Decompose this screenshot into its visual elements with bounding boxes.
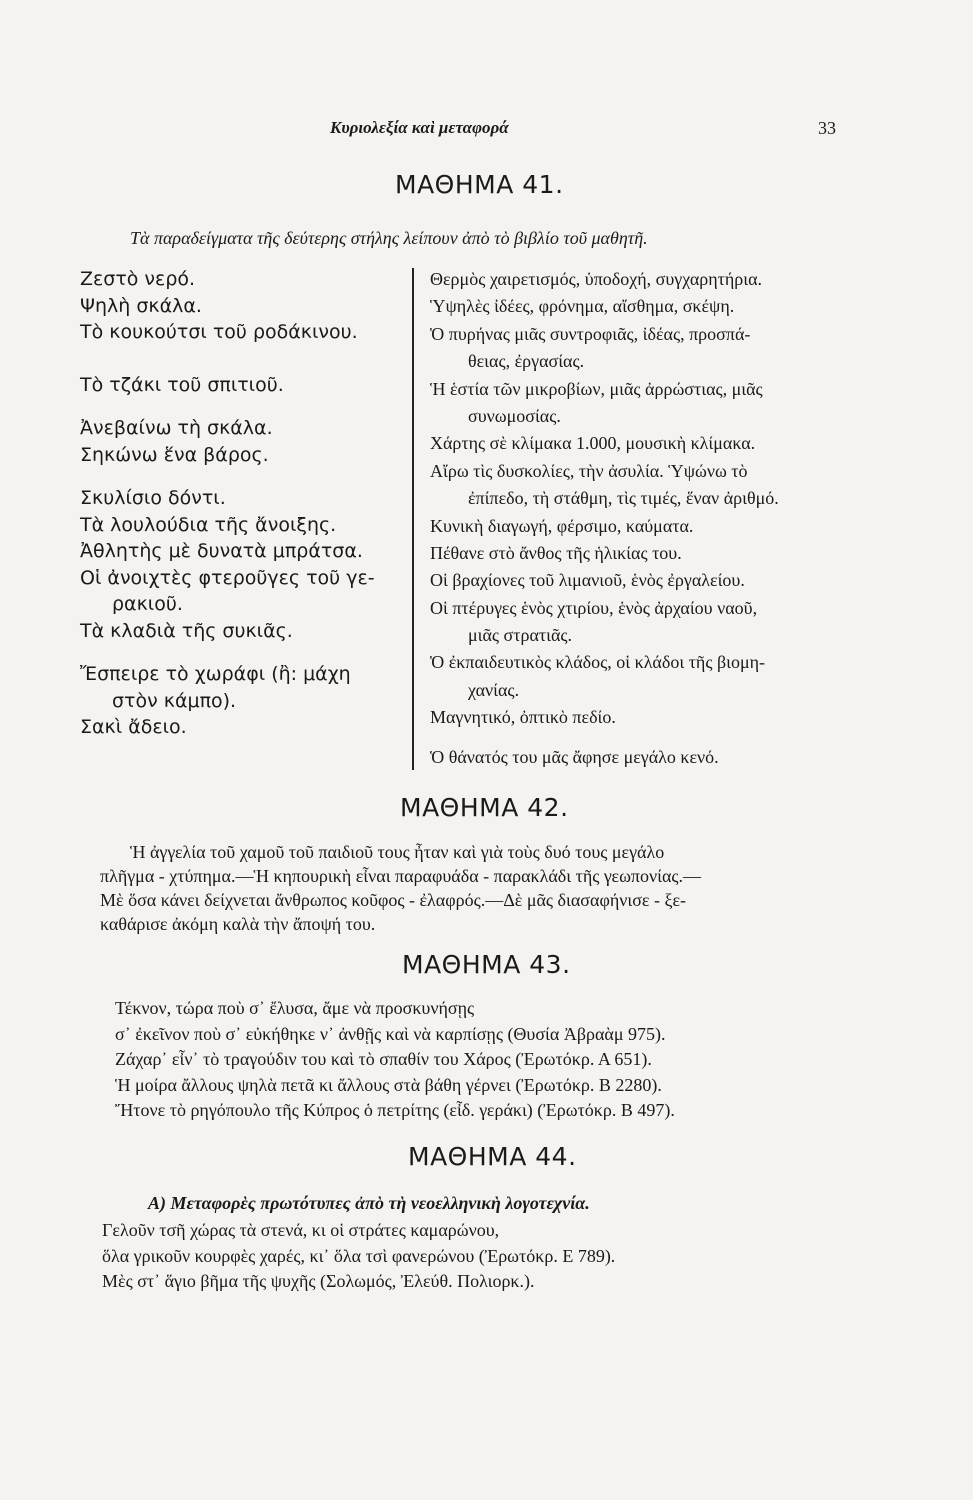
- literal-line: Τὸ τζάκι τοῦ σπιτιοῦ.: [80, 373, 284, 396]
- literal-line: Ψηλὴ σκάλα.: [80, 294, 202, 317]
- text-line: Ἡ ἀγγελία τοῦ χαμοῦ τοῦ παιδιοῦ τους ἦταν καὶ γιὰ τοὺς δυό τους μεγάλο: [130, 842, 665, 862]
- column-divider: [412, 268, 414, 770]
- literal-line: Ἀνεβαίνω τὴ σκάλα.: [80, 417, 273, 439]
- lesson-42-title: ΜΑΘΗΜΑ 42.: [400, 793, 569, 822]
- figurative-line: Ὁ θάνατός του μᾶς ἄφησε μεγάλο κενό.: [430, 746, 719, 767]
- verse-line: Γελοῦν τσῆ χώρας τὰ στενά, κι οἱ στράτες καμαρώνου,: [102, 1220, 500, 1240]
- figurative-line: Θερμὸς χαιρετισμός, ὑποδοχή, συγχαρητήρια.: [430, 269, 763, 289]
- literal-line: Ἔσπειρε τὸ χωράφι (ἢ: μάχη: [80, 663, 351, 685]
- figurative-line: Ὁ πυρήνας μιᾶς συντροφιᾶς, ἰδέας, προσπά-: [430, 323, 751, 344]
- figurative-column: [430, 266, 850, 771]
- figurative-line: Ἡ ἑστία τῶν μικροβίων, μιᾶς ἀρρώστιας, μιᾶς: [430, 378, 763, 399]
- literal-line: Τὰ λουλούδια τῆς ἄνοιξης.: [80, 513, 337, 536]
- verse-line: σ᾽ ἐκεῖνον ποὺ σ᾽ εὐκήθηκε ν᾽ ἀνθῇς καὶ νὰ καρπίσῃς (Θυσία Ἀβραὰμ 975).: [115, 1023, 666, 1044]
- literal-line: Τὰ κλαδιὰ τῆς συκιᾶς.: [80, 619, 293, 642]
- lesson-42-text: [100, 840, 701, 936]
- text-line: καθάρισε ἀκόμη καλὰ τὴν ἄποψή του.: [100, 914, 376, 934]
- figurative-line: Ὑψηλὲς ἰδέες, φρόνημα, αἴσθημα, σκέψη.: [430, 296, 735, 317]
- figurative-line: θειας, ἐργασίας.: [468, 351, 585, 372]
- figurative-line: μιᾶς στρατιᾶς.: [468, 625, 573, 646]
- lesson-41-intro: Τὰ παραδείγματα τῆς δεύτερης στήλης λείπουν ἀπὸ τὸ βιβλίο τοῦ μαθητῆ.: [130, 228, 648, 248]
- literal-line: Τὸ κουκούτσι τοῦ ροδάκινου.: [80, 321, 358, 343]
- literal-line: Σηκώνω ἕνα βάρος.: [80, 443, 269, 466]
- literal-line: ρακιοῦ.: [112, 593, 183, 615]
- figurative-line: Οἱ βραχίονες τοῦ λιμανιοῦ, ἑνὸς ἐργαλείου.: [430, 570, 745, 591]
- verse-line: Τέκνον, τώρα ποὺ σ᾽ ἔλυσα, ἄμε νὰ προσκυνήσῃς: [115, 998, 475, 1018]
- lesson-44-subheading: Α) Μεταφορὲς πρωτότυπες ἀπὸ τὴ νεοελληνικὴ λογοτεχνία.: [148, 1193, 590, 1213]
- lesson-41-title: ΜΑΘΗΜΑ 41.: [395, 170, 564, 199]
- lesson-43-title: ΜΑΘΗΜΑ 43.: [402, 950, 571, 979]
- lesson-44-title: ΜΑΘΗΜΑ 44.: [408, 1142, 577, 1171]
- figurative-line: ἐπίπεδο, τὴ στάθμη, τὶς τιμές, ἕναν ἀριθμό.: [468, 488, 779, 509]
- verse-line: Μὲς στ᾽ ἅγιο βῆμα τῆς ψυχῆς (Σολωμός, Ἐλεύθ. Πολιορκ.).: [102, 1271, 535, 1291]
- figurative-line: Κυνικὴ διαγωγή, φέρσιμο, καύματα.: [430, 515, 694, 536]
- lesson-43-verses: [115, 996, 675, 1124]
- figurative-line: Μαγνητικό, ὀπτικὸ πεδίο.: [430, 707, 616, 728]
- figurative-line: συνωμοσίας.: [468, 405, 561, 426]
- running-header: Κυριολεξία καὶ μεταφορά: [330, 118, 509, 137]
- text-line: Μὲ ὅσα κάνει δείχνεται ἄνθρωπος κοῦφος - ἐλαφρός.—Δὲ μᾶς διασαφήνισε - ξε-: [100, 890, 687, 910]
- figurative-line: χανίας.: [468, 679, 520, 700]
- page-number: 33: [818, 118, 836, 138]
- verse-line: Ζάχαρ᾽ εἶν᾽ τὸ τραγούδιν του καὶ τὸ σπαθίν του Χάρος (Ἐρωτόκρ. Α 651).: [115, 1049, 652, 1069]
- literal-line: Ζεστὸ νερό.: [80, 268, 196, 290]
- figurative-line: Πέθανε στὸ ἄνθος τῆς ἡλικίας του.: [430, 542, 682, 563]
- verse-line: ὅλα γρικοῦν κουρφὲς χαρές, κι᾽ ὅλα τσὶ φανερώνου (Ἐρωτόκρ. Ε 789).: [102, 1245, 616, 1266]
- figurative-line: Αἴρω τὶς δυσκολίες, τὴν ἀσυλία. Ὑψώνω τὸ: [430, 460, 748, 481]
- literal-line: Οἱ ἀνοιχτὲς φτεροῦγες τοῦ γε-: [80, 566, 375, 589]
- literal-line: στὸν κάμπο).: [112, 689, 237, 712]
- lesson-44-verses: [102, 1218, 615, 1295]
- verse-line: Ἤτονε τὸ ρηγόπουλο τῆς Κύπρος ὁ πετρίτης (εἶδ. γεράκι) (Ἐρωτόκρ. Β 497).: [115, 1100, 675, 1120]
- figurative-line: Ὁ ἐκπαιδευτικὸς κλάδος, οἱ κλάδοι τῆς βιομη-: [430, 652, 766, 673]
- literal-line: Ἀθλητὴς μὲ δυνατὰ μπράτσα.: [80, 540, 363, 562]
- verse-line: Ἡ μοίρα ἄλλους ψηλὰ πετᾶ κι ἄλλους στὰ βάθη γέρνει (Ἐρωτόκρ. Β 2280).: [115, 1074, 662, 1095]
- literal-line: Σκυλίσιο δόντι.: [80, 487, 226, 509]
- figurative-line: Χάρτης σὲ κλίμακα 1.000, μουσικὴ κλίμακα.: [430, 433, 756, 454]
- literal-column: [80, 266, 405, 741]
- literal-line: Σακὶ ἄδειο.: [80, 716, 187, 738]
- text-line: πλῆγμα - χτύπημα.—Ἡ κηπουρικὴ εἶναι παραφυάδα - παρακλάδι τῆς γεωπονίας.—: [100, 866, 702, 886]
- figurative-line: Οἱ πτέρυγες ἑνὸς χτιρίου, ἑνὸς ἀρχαίου ναοῦ,: [430, 597, 758, 618]
